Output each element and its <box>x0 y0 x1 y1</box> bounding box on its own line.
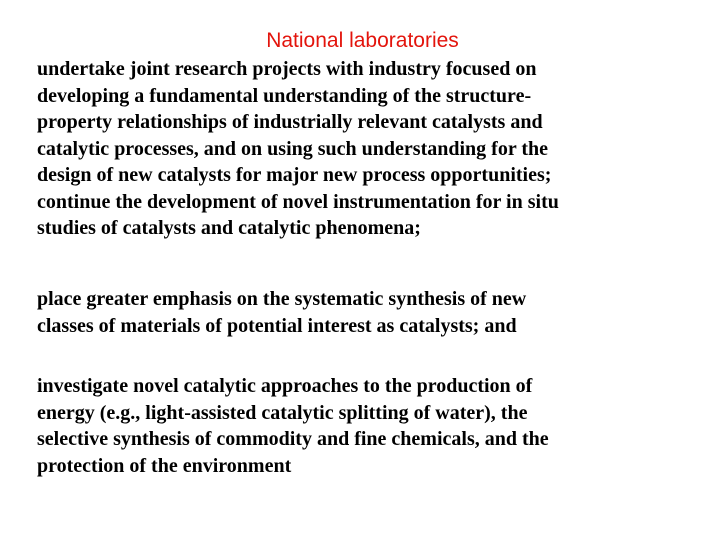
text-line: energy (e.g., light-assisted catalytic splitting of water), the <box>37 401 528 424</box>
text-line: design of new catalysts for major new process opportunities; <box>37 164 552 186</box>
text-line: developing a fundamental understanding of the structure- <box>37 84 532 107</box>
paragraph-synthesis <box>37 286 697 339</box>
text-line: property relationships of industrially relevant catalysts and <box>37 111 543 133</box>
text-line: undertake joint research projects with industry focused on <box>37 58 537 80</box>
paragraph-research <box>37 56 697 242</box>
text-line: classes of materials of potential interest as catalysts; and <box>37 314 517 337</box>
text-line: investigate novel catalytic approaches to the production of <box>37 375 533 397</box>
text-line: studies of catalysts and catalytic phenomena; <box>37 217 421 239</box>
slide-title: National laboratories <box>266 29 459 52</box>
text-line: protection of the environment <box>37 454 292 477</box>
paragraph-approaches <box>37 373 697 479</box>
text-line: catalytic processes, and on using such understanding for the <box>37 137 548 160</box>
text-line: selective synthesis of commodity and fine chemicals, and the <box>37 428 549 450</box>
text-line: continue the development of novel instrumentation for in situ <box>37 190 559 213</box>
text-line: place greater emphasis on the systematic synthesis of new <box>37 288 527 310</box>
